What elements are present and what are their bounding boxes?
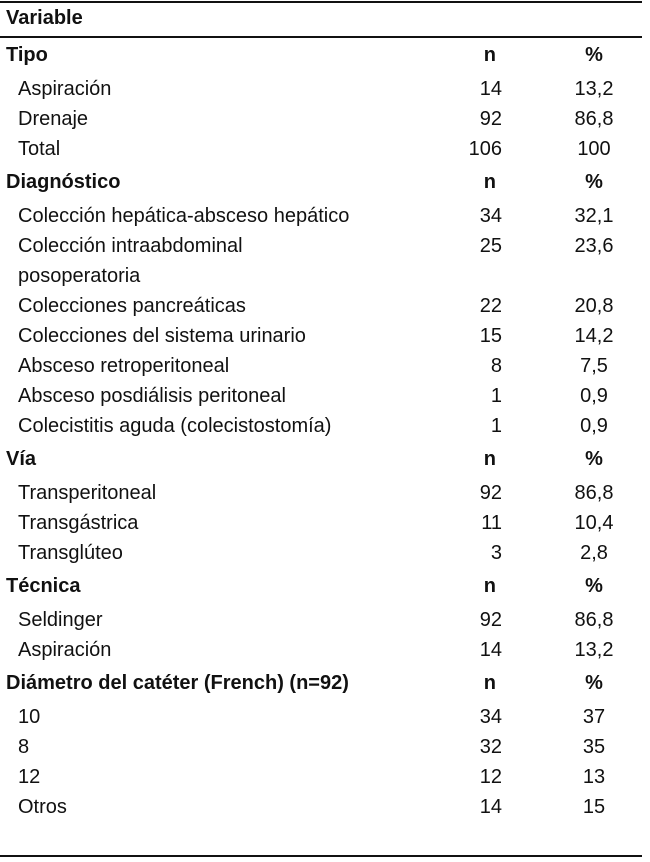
table-row	[0, 411, 642, 441]
row-label: Aspiración	[18, 639, 112, 661]
table-row	[0, 104, 642, 134]
row-label: Colección intraabdominal posoperatoria	[18, 235, 243, 287]
row-n: 14	[479, 796, 502, 818]
row-n: 1	[490, 415, 502, 437]
row-n: 14	[479, 78, 502, 100]
table-row	[0, 732, 642, 762]
row-n: 8	[490, 355, 502, 377]
n-header: n	[483, 171, 496, 193]
row-n: 14	[479, 639, 502, 661]
row-label: Total	[18, 138, 61, 160]
row-n: 32	[479, 736, 502, 758]
section-title: Diámetro del catéter (French) (n=92)	[6, 672, 349, 694]
row-percent: 32,1	[574, 205, 614, 227]
section-title: Diagnóstico	[6, 171, 121, 193]
row-label: Absceso posdiálisis peritoneal	[18, 385, 286, 407]
section-header	[0, 665, 642, 702]
row-n: 92	[479, 609, 502, 631]
row-percent: 86,8	[574, 108, 614, 130]
row-n: 34	[479, 205, 502, 227]
row-label: Drenaje	[18, 108, 89, 130]
section-header	[0, 37, 642, 74]
percent-header: %	[585, 672, 603, 694]
row-label: Otros	[18, 796, 67, 818]
row-percent: 13,2	[574, 78, 614, 100]
row-percent: 86,8	[574, 609, 614, 631]
row-n: 12	[479, 766, 502, 788]
table-row	[0, 321, 642, 351]
row-label: 10	[18, 706, 41, 728]
row-label: 8	[18, 736, 30, 758]
row-percent: 13	[582, 766, 606, 788]
n-header: n	[483, 575, 496, 597]
table-row	[0, 291, 642, 321]
row-n: 11	[481, 512, 502, 534]
row-n: 22	[479, 295, 502, 317]
row-label: 12	[18, 766, 41, 788]
row-percent: 7,5	[580, 355, 608, 377]
row-label: Aspiración	[18, 78, 112, 100]
row-percent: 0,9	[580, 385, 608, 407]
row-percent: 10,4	[574, 512, 614, 534]
table-row	[0, 74, 642, 104]
row-n: 92	[479, 108, 502, 130]
row-label: Colecciones pancreáticas	[18, 295, 246, 317]
row-percent: 86,8	[574, 482, 614, 504]
row-percent: 2,8	[580, 542, 608, 564]
row-percent: 15	[582, 796, 606, 818]
row-label: Seldinger	[18, 609, 103, 631]
table-row	[0, 762, 642, 792]
row-n: 1	[490, 385, 502, 407]
row-n: 92	[479, 482, 502, 504]
row-label: Transperitoneal	[18, 482, 157, 504]
table-row	[0, 201, 642, 231]
section-title: Vía	[6, 448, 37, 470]
table-row	[0, 702, 642, 732]
percent-header: %	[585, 44, 603, 66]
row-label: Transgástrica	[18, 512, 139, 534]
row-n: 3	[490, 542, 502, 564]
n-header: n	[483, 44, 496, 66]
n-header: n	[483, 672, 496, 694]
percent-header: %	[585, 448, 603, 470]
table-row	[0, 538, 642, 568]
table-row	[0, 605, 642, 635]
row-percent: 20,8	[574, 295, 614, 317]
bottom-rule	[0, 855, 642, 857]
variable-header: Variable	[6, 7, 83, 29]
row-n: 34	[479, 706, 502, 728]
table-row	[0, 134, 642, 164]
row-n: 106	[468, 138, 502, 160]
row-percent: 100	[577, 138, 611, 160]
section-title: Técnica	[6, 575, 81, 597]
row-label: Transglúteo	[18, 542, 123, 564]
table-row	[0, 508, 642, 538]
row-percent: 23,6	[574, 235, 614, 257]
row-percent: 14,2	[574, 325, 614, 347]
row-percent: 13,2	[574, 639, 614, 661]
table-row	[0, 381, 642, 411]
section-header	[0, 441, 642, 478]
section-header	[0, 568, 642, 605]
percent-header: %	[585, 171, 603, 193]
table-row	[0, 478, 642, 508]
table-row	[0, 351, 642, 381]
row-label: Absceso retroperitoneal	[18, 355, 230, 377]
table-row	[0, 231, 642, 291]
section-title: Tipo	[6, 44, 48, 66]
row-n: 25	[479, 235, 502, 257]
row-label: Colecciones del sistema urinario	[18, 325, 306, 347]
row-percent: 37	[582, 706, 606, 728]
n-header: n	[483, 448, 496, 470]
percent-header: %	[585, 575, 603, 597]
section-header	[0, 164, 642, 201]
data-table	[0, 37, 642, 822]
table-header	[0, 0, 642, 37]
table-row	[0, 792, 642, 822]
row-percent: 0,9	[580, 415, 608, 437]
row-n: 15	[479, 325, 502, 347]
row-label: Colección hepática-absceso hepático	[18, 205, 350, 227]
row-percent: 35	[582, 736, 606, 758]
table-row	[0, 635, 642, 665]
row-label: Colecistitis aguda (colecistostomía)	[18, 415, 332, 437]
